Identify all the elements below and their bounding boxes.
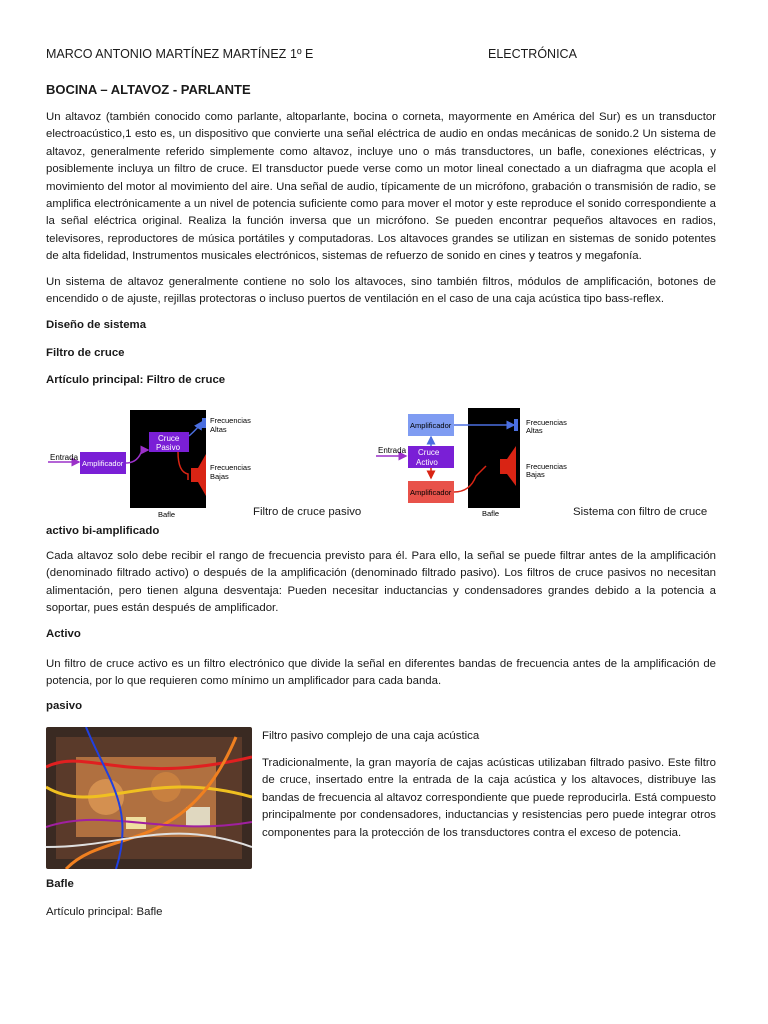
document-page <box>46 0 716 1024</box>
bafle-box <box>130 410 206 508</box>
passive-filter-photo <box>46 727 252 869</box>
amp-top-label: Amplificador <box>410 421 452 430</box>
pasivo-label: Pasivo <box>156 443 181 452</box>
frec-altas-2: Altas <box>526 426 543 435</box>
heading-crossover: Filtro de cruce <box>46 347 125 359</box>
passive-paragraph: Tradicionalmente, la gran mayoría de cajas acústicas utilizaban filtrado pasivo. Este filtro de cruce, insertado entre la entrada de la caja acústica y los altavoces, distribuye las bandas de frecuencia al altavoz correspondiente que puede reproducirla. Está compuesto principalmente por condensadores, inductancias y resistencias pero puede integrar otros componentes para la protección de los transductores contra el exceso de potencia. <box>262 757 716 839</box>
frec-altas-2: Altas <box>210 425 227 434</box>
grade-label: 1º E <box>290 47 314 61</box>
cruce-label: Cruce <box>418 448 440 457</box>
frec-altas-1: Frecuencias <box>526 418 567 427</box>
caption-active-system-cont: activo bi-amplificado <box>46 525 160 537</box>
frec-bajas-2: Bajas <box>210 472 229 481</box>
active-crossover-diagram <box>376 404 586 518</box>
caption-photo: Filtro pasivo complejo de una caja acústica <box>262 730 480 742</box>
heading-active: Activo <box>46 628 81 640</box>
system-paragraph: Un sistema de altavoz generalmente contiene no solo los altavoces, sino también filtros, módulos de amplificación, botones de encendido o de ajuste, rejillas protectoras o incluso puertos de ventilación en el caso de una caja acústica tipo bass-reflex. <box>46 276 716 306</box>
entrada-label: Entrada <box>378 446 407 455</box>
active-paragraph: Un filtro de cruce activo es un filtro electrónico que divide la señal en diferentes bandas de frecuencia antes de la amplificación de potencia, por lo que requieren como mínimo un amplificador para cada banda. <box>46 658 716 688</box>
amplificador-label: Amplificador <box>82 459 124 468</box>
heading-bafle: Bafle <box>46 878 74 890</box>
range-paragraph: Cada altavoz solo debe recibir el rango de frecuencia previsto para él. Para ello, la señal se puede filtrar antes de la amplificación (denominado filtrado activo) o después de la amplificación (denominado filtrado pasivo). Los filtros de cruce pasivos no necesitan alimentación, pero tienen alguna desventaja: Pueden necesitar inductancias y condensadores grandes debido a la potencia a soportar, pues están después de amplificador. <box>46 550 716 615</box>
tweeter-icon <box>202 418 206 428</box>
bafle-label: Bafle <box>482 509 500 518</box>
bafle-label: Bafle <box>158 510 176 518</box>
heading-design: Diseño de sistema <box>46 319 147 331</box>
intro-paragraph: Un altavoz (también conocido como parlante, altoparlante, bocina o corneta, mayormente en América del Sur) es un transductor electroacústico,1 esto es, un dispositivo que convierte una señal eléctrica de audio en ondas mecánicas de sonido.2 Un sistema de altavoz, generalmente referido simplemente como altavoz, incluye uno o más transductores, un bafle, conexiones eléctricas, y posiblemente incluya un filtro de cruce. El transductor puede verse como un motor lineal conectado a un diafragma que acopla el movimiento del motor al movimiento del aire. Una señal de audio, típicamente de un micrófono, grabación o transmisión de radio, se amplifica electrónicamente a un nivel de potencia suficiente como para mover el motor y este reproduce el sonido correspondiente a la señal eléctrica original. Realiza la función inversa que un micrófono. Se pueden encontrar pequeños altavoces en radios, televisores, reproductores de música portátiles y computadoras. Los altavoces grandes se utilizan en sistemas de sonido potentes de alta fidelidad, Instrumentos musicales electrónicos, sistemas de refuerzo de sonido en cines y teatros y megafonía. <box>46 111 716 263</box>
tweeter-icon <box>514 419 518 431</box>
author-name: MARCO ANTONIO MARTÍNEZ MARTÍNEZ <box>46 47 287 61</box>
caption-passive-filter: Filtro de cruce pasivo <box>253 506 362 518</box>
passive-crossover-diagram <box>48 406 260 518</box>
frec-bajas-1: Frecuencias <box>526 462 567 471</box>
frec-altas-1: Frecuencias <box>210 416 251 425</box>
cruce-label: Cruce <box>158 434 180 443</box>
amp-bottom-label: Amplificador <box>410 488 452 497</box>
frec-bajas-1: Frecuencias <box>210 463 251 472</box>
entrada-label: Entrada <box>50 453 79 462</box>
activo-label: Activo <box>416 458 438 467</box>
document-title: BOCINA – ALTAVOZ - PARLANTE <box>46 82 251 97</box>
frec-bajas-2: Bajas <box>526 470 545 479</box>
caption-active-system: Sistema con filtro de cruce <box>573 506 708 518</box>
bafle-article-link[interactable]: Artículo principal: Bafle <box>46 906 163 918</box>
heading-passive: pasivo <box>46 700 83 712</box>
heading-main-article: Artículo principal: Filtro de cruce <box>46 374 226 386</box>
subject-label: ELECTRÓNICA <box>488 47 577 61</box>
